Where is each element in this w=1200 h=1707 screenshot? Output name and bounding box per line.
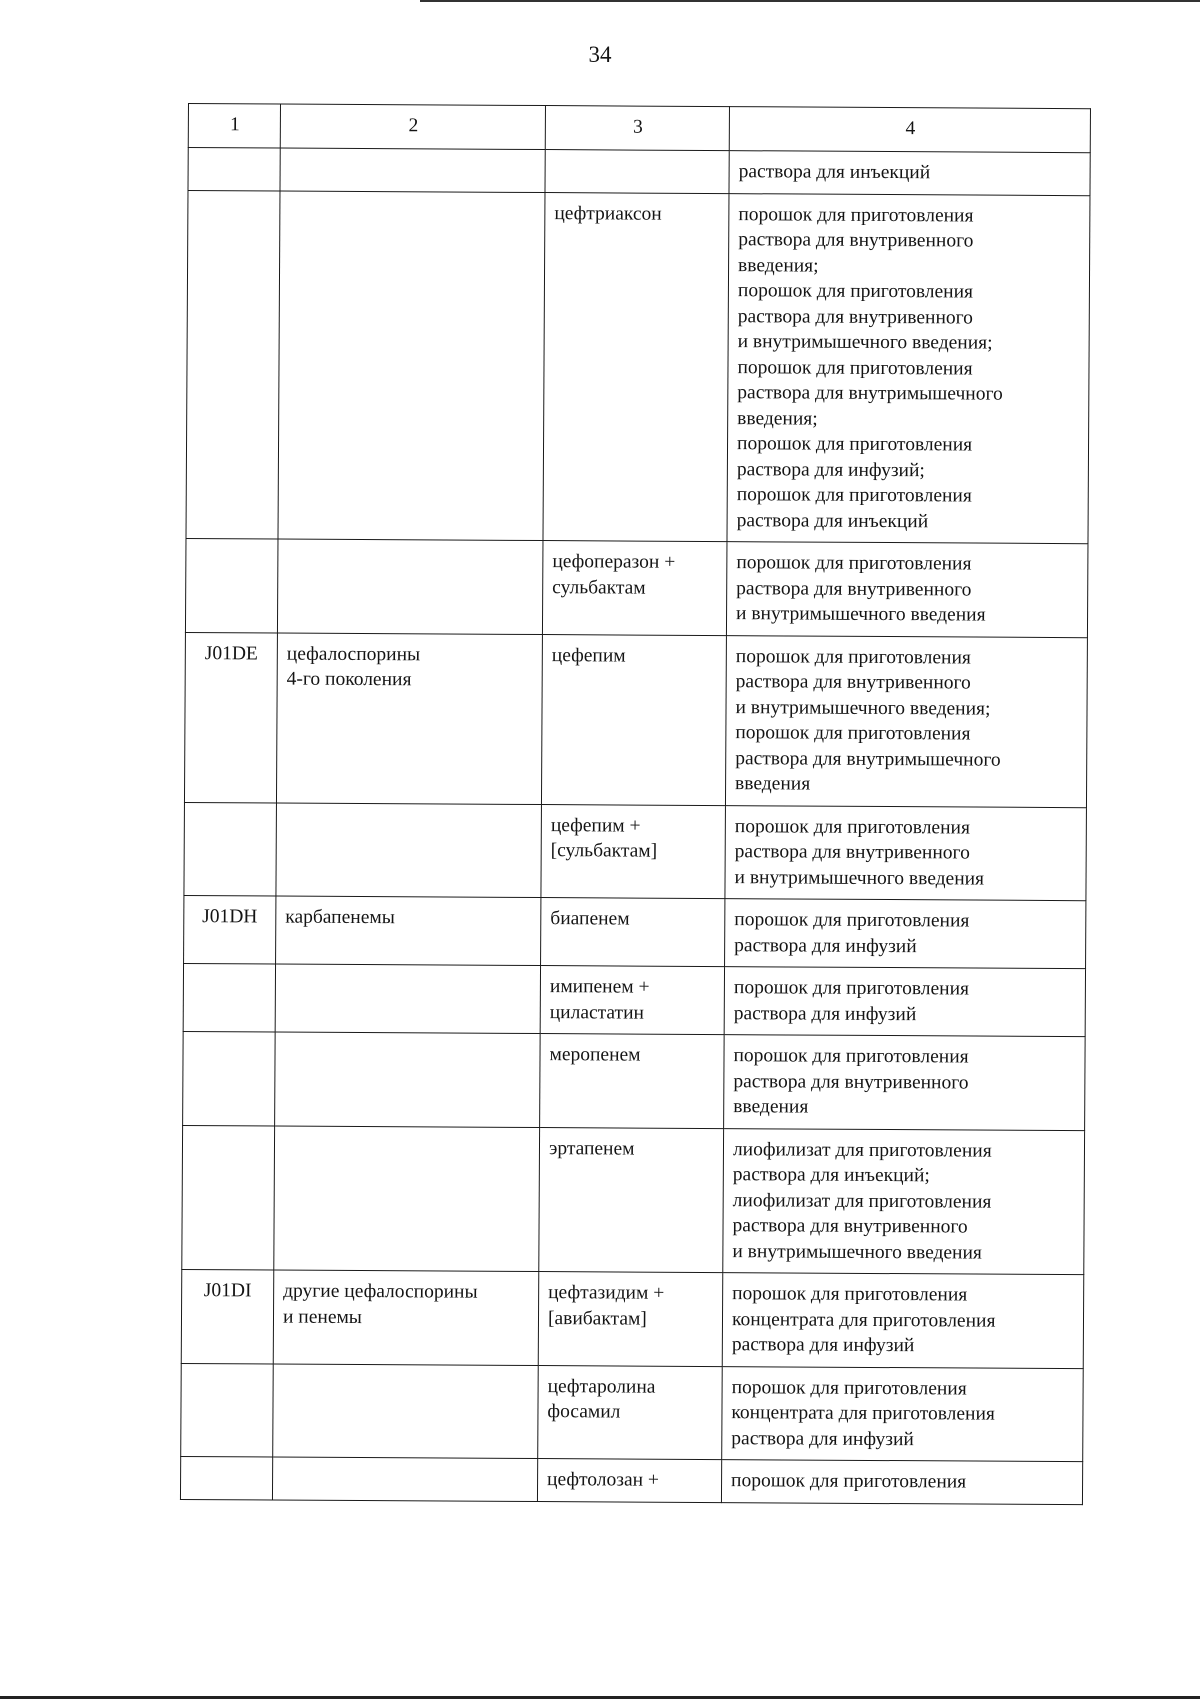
atc-code-cell: J01DI (181, 1269, 274, 1363)
atc-code-cell (185, 538, 278, 632)
dosage-form-cell: порошок для приготовления раствора для внутривенного введения (724, 1035, 1086, 1131)
table-row (183, 1031, 1086, 1130)
atc-code-cell (184, 802, 277, 896)
dosage-form-cell: порошок для приготовления концентрата для приготовления раствора для инфузий (722, 1366, 1084, 1462)
atc-code-cell (180, 1456, 272, 1499)
scan-bottom-edge (0, 1696, 1200, 1699)
table-row (180, 1456, 1082, 1504)
table-row (181, 1363, 1084, 1462)
table-row (181, 1269, 1084, 1368)
group-cell (277, 539, 543, 634)
drug-cell: биапенем (541, 898, 725, 967)
atc-code-cell (188, 148, 280, 191)
drug-cell: цефоперазон + сульбактам (542, 541, 727, 636)
table-row (186, 190, 1090, 544)
dosage-form-cell: лиофилизат для приготовления раствора для инъекций; лиофилизат для приготовления раствора для внутривенного и внутримышечного введения (723, 1128, 1085, 1275)
table-row (182, 1125, 1085, 1275)
table-header (188, 104, 1090, 153)
dosage-form-cell: порошок для приготовления раствора для внутривенного и внутримышечного введения (726, 542, 1088, 638)
dosage-form-cell: порошок для приготовления раствора для внутривенного и внутримышечного введения; порошок для приготовления раствора для внутримышечного введения (725, 635, 1087, 807)
group-cell: цефалоспорины 4-го поколения (276, 633, 542, 805)
group-cell (280, 148, 545, 192)
table-row (184, 802, 1087, 901)
drug-cell: цефтолозан + (537, 1459, 721, 1503)
header-col-4: 4 (729, 107, 1090, 153)
dosage-form-cell: порошок для приготовления раствора для внутривенного и внутримышечного введения (725, 805, 1087, 901)
drug-cell: цефепим (541, 634, 726, 805)
dosage-form-cell: порошок для приготовления концентрата для приготовления раствора для инфузий (722, 1273, 1084, 1369)
group-cell (274, 1126, 540, 1272)
scan-top-edge (420, 0, 1200, 2)
group-cell (273, 1364, 539, 1459)
page-number: 34 (588, 42, 612, 67)
header-col-3: 3 (545, 106, 729, 151)
table-body (180, 148, 1090, 1505)
drug-cell (545, 150, 729, 194)
drug-cell: цефепим + [сульбактам] (541, 804, 726, 899)
group-cell: другие цефалоспорины и пенемы (273, 1270, 539, 1365)
drug-cell: имипенем + циластатин (540, 966, 724, 1035)
group-cell (278, 191, 545, 541)
atc-code-cell (183, 1031, 276, 1125)
drug-cell: меропенем (540, 1034, 725, 1129)
group-cell: карбапенемы (276, 896, 541, 966)
atc-code-cell (183, 963, 275, 1032)
dosage-form-cell: порошок для приготовления раствора для инфузий (724, 967, 1085, 1037)
atc-code-cell (181, 1363, 274, 1457)
group-cell (275, 1032, 541, 1127)
group-cell (276, 803, 542, 898)
table-row (184, 632, 1087, 807)
header-col-2: 2 (280, 104, 545, 150)
drug-cell: цефтриаксон (543, 192, 729, 542)
table-row (184, 895, 1086, 968)
atc-code-cell (182, 1125, 275, 1270)
drug-cell: цефтазидим + [авибактам] (538, 1272, 723, 1367)
atc-code-cell: J01DE (184, 632, 277, 803)
group-cell (272, 1457, 537, 1501)
drug-cell: эртапенем (539, 1127, 724, 1273)
dosage-form-cell: порошок для приготовления (721, 1460, 1082, 1505)
table-row (185, 538, 1088, 637)
dosage-form-cell: раствора для инъекций (729, 151, 1090, 196)
dosage-form-cell: порошок для приготовления раствора для внутривенного введения; порошок для приготовления раствора для внутривенного и внутримышечного введения; порошок для приготовления раствора для внутримышечного введения; порошок для приготовления раствора для инфузий; порошок для приготовления раствора для инъекций (727, 193, 1090, 544)
table-row (188, 148, 1090, 196)
header-col-1: 1 (188, 104, 280, 149)
medication-table (180, 103, 1091, 1505)
group-cell (275, 964, 540, 1034)
table-row (183, 963, 1085, 1036)
dosage-form-cell: порошок для приготовления раствора для инфузий (725, 899, 1086, 969)
atc-code-cell (186, 190, 280, 539)
atc-code-cell: J01DH (184, 895, 276, 964)
drug-cell: цефтаролина фосамил (538, 1365, 723, 1460)
header-row (188, 104, 1090, 153)
